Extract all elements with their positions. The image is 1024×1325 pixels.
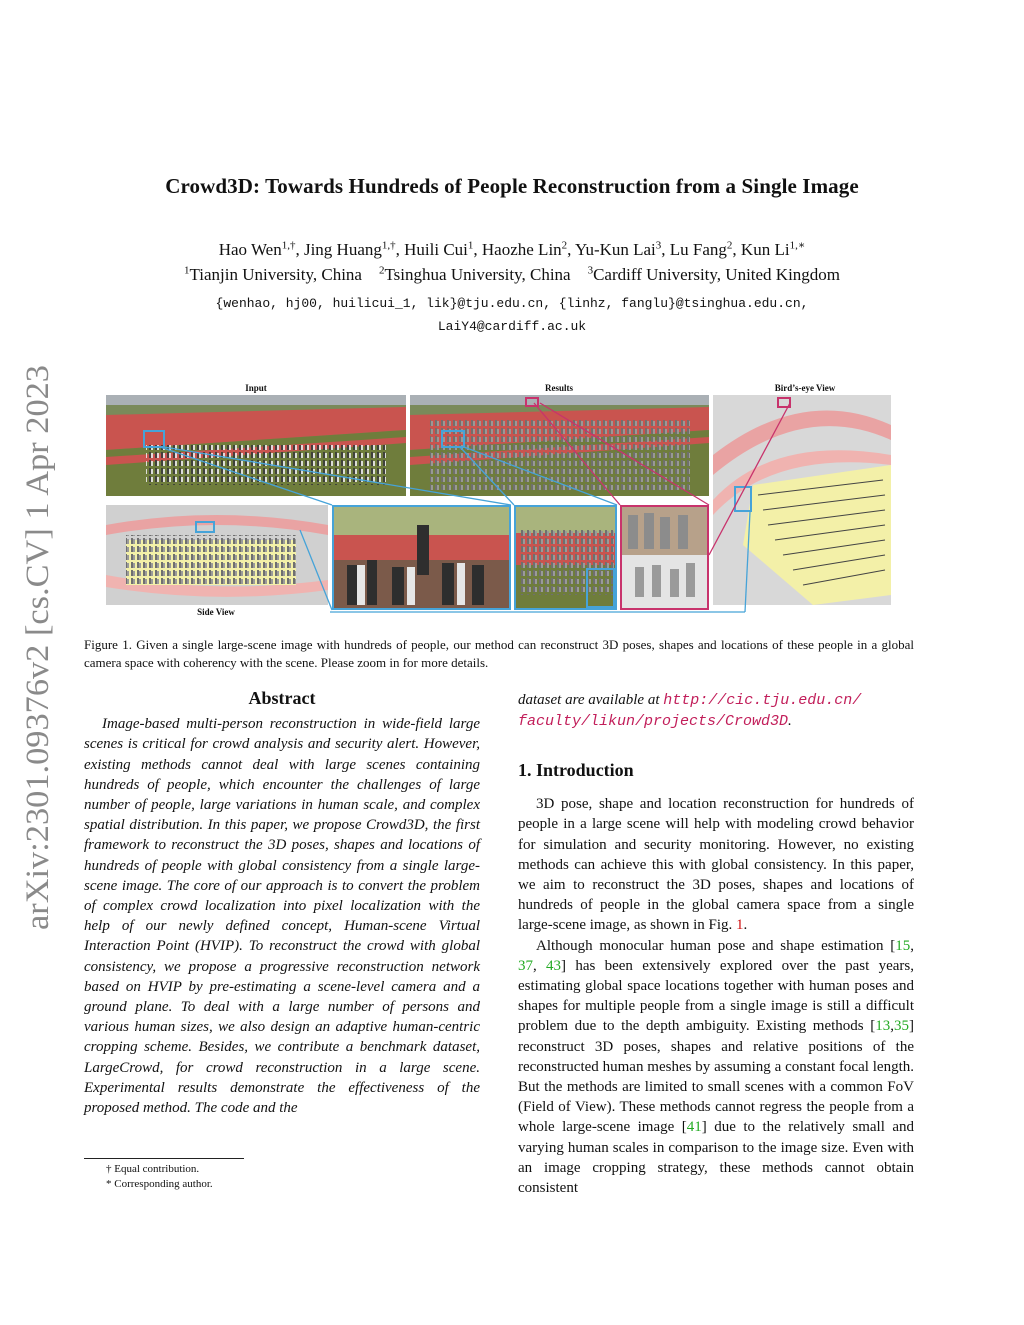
affil-sup: 3 <box>587 264 594 277</box>
introduction-section <box>518 760 914 1198</box>
author-sup: 1 <box>467 239 474 252</box>
footnote-rule <box>84 1158 244 1159</box>
author: Huili Cui <box>404 240 468 259</box>
figure-caption: Figure 1. Given a single large-scene image with hundreds of people, our method can reconstruct 3D poses, shapes and locations of these people in a global camera space with coherency with the scene. Please zoom in for more details. <box>84 637 914 670</box>
abstract-continued <box>518 690 914 732</box>
abstract-heading: Abstract <box>248 688 316 708</box>
author-sup: 2 <box>561 239 568 252</box>
author-list: Hao Wen$^{1,\dagger}$, Jing Huang$^{1,\dagger}$, Huili Cui$^1$, Haozhe Lin$^2$, Yu-Kun Lai$^3$, Lu Fang$^2$, Kun $Li^{1,∗}$ <box>218 239 806 259</box>
author: Lu Fang <box>669 240 727 259</box>
author: Jing Huang <box>303 240 382 259</box>
intro-paragraph-2: Although monocular human pose and shape estimation [15, 37, 43] has been extensively explored over the past years, estimating global space locations together with human poses and shapes for multiple people from a single image is still a difficult problem due to the depth ambiguity. Existing methods [13,35] reconstruct 3D poses, shapes and relative positions of the reconstructed human meshes by assuming a constant focal length. But the methods are limited to small scenes with a common FoV (Field of View). These methods cannot regress the people from a whole large-scene image [41] due to the relatively small and varying human scales in comparison to the image size. Even with an image cropping strategy, these methods cannot obtain consistent <box>518 937 915 1197</box>
label-results: Results <box>544 383 573 393</box>
abstract-section <box>84 688 480 1118</box>
affil-sup: 2 <box>378 264 385 277</box>
author: Hao Wen <box>218 240 282 259</box>
arxiv-stamp-text: arXiv:2301.09376v2 [cs.CV] 1 Apr 2023 <box>20 387 56 930</box>
project-url-2[interactable]: faculty/likun/projects/Crowd3D <box>518 713 789 731</box>
abstract-period: . <box>788 713 792 730</box>
intro-p2-text: ] has been extensively explored over the past years, estimating global space locations together with human poses and shapes for multiple people from a single image is still a difficult problem due to the depth ambiguity. Existing methods [ <box>518 957 915 1035</box>
abstract-continued-text <box>518 690 914 732</box>
intro-p1-text: 3D pose, shape and location reconstruction for hundreds of people in a large scene will help with modeling crowd behavior for simulation and security monitoring. However, no existing methods can achieve this with global consistency. In this paper, we aim to reconstruct the 3D poses, shapes and locations of hundreds of people in the global camera space from a single large-scene image, as shown in Fig. <box>518 796 914 934</box>
email-line-1: {wenhao, hj00, huilicui_1, lik}@tju.edu.cn, {linhz, fanglu}@tsinghua.edu.cn, <box>215 296 809 311</box>
intro-heading: 1. Introduction <box>518 760 634 780</box>
project-url-1[interactable]: http://cic.tju.edu.cn/ <box>663 692 862 709</box>
intro-p2-text: Although monocular human pose and shape estimation [ <box>536 937 896 954</box>
fig-ref[interactable]: 1 <box>736 917 744 934</box>
label-input: Input <box>245 383 267 393</box>
affiliation: Tsinghua University, China <box>384 265 571 284</box>
abstract-body: Image-based multi-person reconstruction in wide-field large scenes is critical for crowd analysis and security alert. However, existing methods cannot deal with large scenes containing hundreds of people, which encounter the challenges of large number of people, large variations in human scale, and complex spatial distribution. In this paper, we propose Crowd3D, the first framework to reconstruct the 3D poses, shapes and locations of hundreds of people with global consistency from a single large-scene image. The core of our approach is to convert the problem of complex crowd localization into pixel localization with the help of our newly defined concept, Human-scene Virtual Interaction Point (HVIP). To reconstruct the crowd with global consistency, we propose a progressive reconstruction network based on HVIP by pre-estimating a scene-level camera and a ground plane. To deal with a large number of persons and various human sizes, we also design an adaptive human-centric cropping scheme. Besides, we contribute a benchmark dataset, LargeCrowd, for crowd reconstruction in a large scene. Experimental results demonstrate the effectiveness of the proposed method. The code and the <box>84 716 480 1117</box>
citation[interactable]: 41 <box>686 1119 702 1136</box>
author: Haozhe Lin <box>481 240 562 259</box>
intro-paragraph-1 <box>518 794 914 935</box>
affiliation: Cardiff University, United Kingdom <box>593 265 841 284</box>
citation[interactable]: 15 <box>895 937 911 954</box>
abstract-continued-lead: dataset are available at <box>518 692 664 708</box>
intro-p2-text: ] due to the relatively small and varying human scales in comparison to the image size. Even with an image cropping strategy, these methods cannot obtain consistent <box>518 1119 914 1197</box>
citation[interactable]: 35 <box>894 1018 909 1035</box>
citation[interactable]: 37 <box>518 957 533 974</box>
affiliation: Tianjin University, China <box>189 265 362 284</box>
label-side-view: Side View <box>197 607 235 617</box>
footnote-equal: † Equal contribution. <box>106 1163 200 1175</box>
author: Kun Li <box>740 240 790 259</box>
author: Yu-Kun Lai <box>575 240 656 259</box>
author-sup: 2 <box>726 239 733 252</box>
citation[interactable]: 43 <box>546 957 562 974</box>
author-sup: 3 <box>655 239 662 252</box>
paper-title: Crowd3D: Towards Hundreds of People Reconstruction from a Single Image <box>165 174 859 198</box>
citation[interactable]: 13 <box>875 1018 891 1035</box>
author-sup: 1,† <box>381 239 396 252</box>
author-sup: 1,∗ <box>789 239 806 252</box>
affil-sup: 1 <box>183 264 190 277</box>
intro-p1-end: . <box>743 917 748 934</box>
email-line-2: LaiY4@cardiff.ac.uk <box>437 319 587 334</box>
author-sup: 1,† <box>281 239 296 252</box>
label-birds-eye: Bird’s-eye View <box>774 383 836 393</box>
footnote-corresponding: * Corresponding author. <box>106 1178 213 1190</box>
intro-p2-text: ] reconstruct 3D poses, shapes and relative positions of the reconstructed human meshes by assuming a constant focal length. But the methods are limited to small scenes with a common FoV (Field of View). These methods cannot regress the people from a whole large-scene image [ <box>518 1018 914 1136</box>
footnotes <box>106 1162 486 1192</box>
